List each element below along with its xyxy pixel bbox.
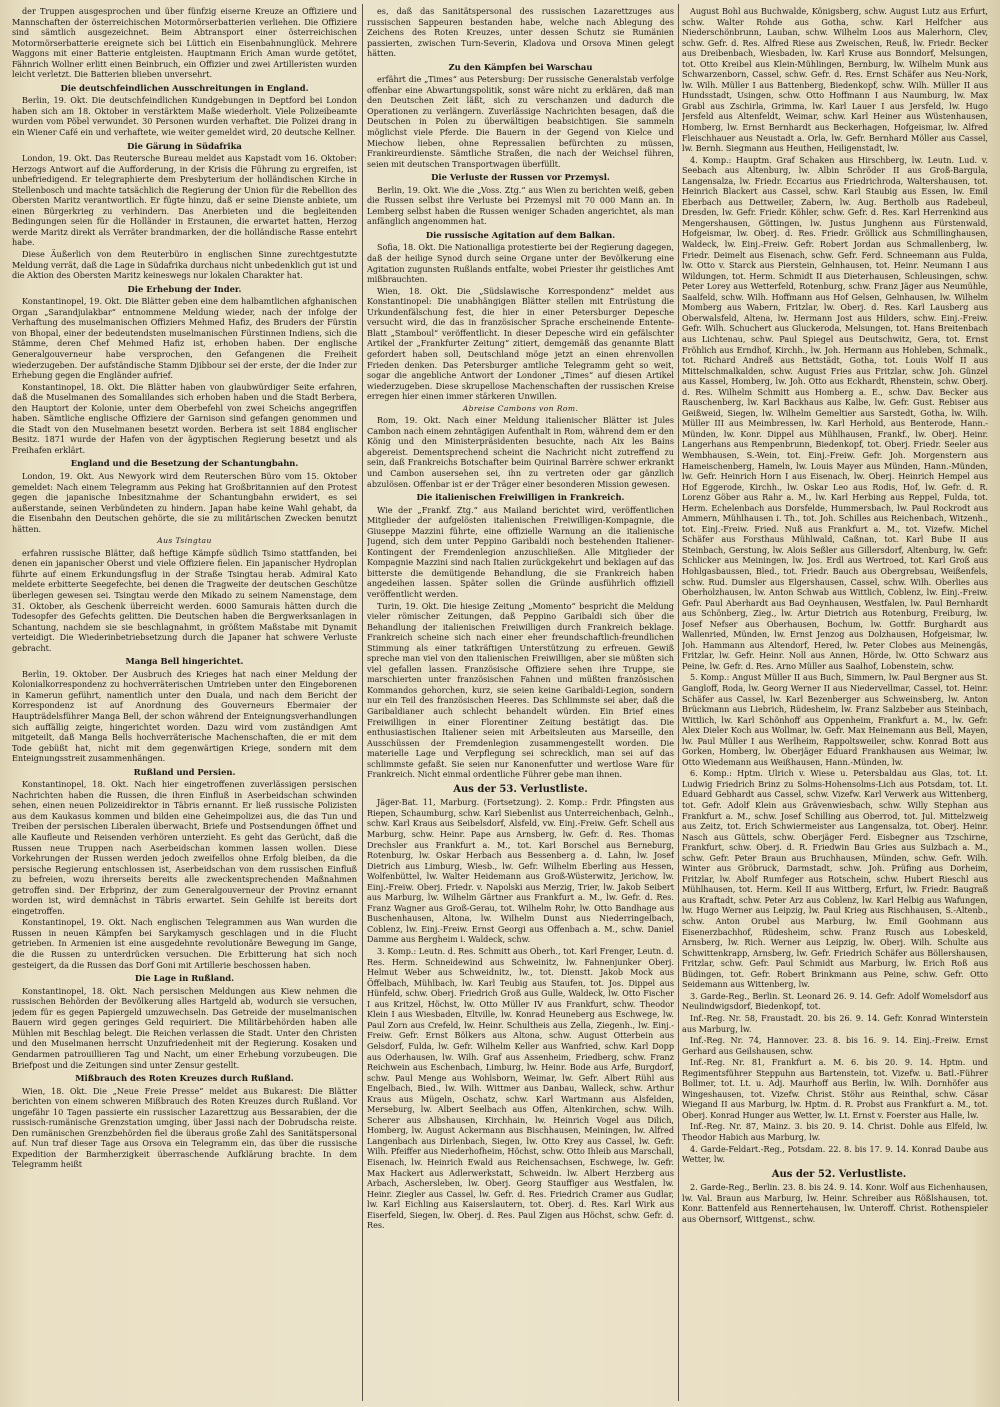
article-paragraph: Konstantinopel, 19. Okt. Die Blätter geben eine dem halbamtlichen afghanischen Organ „Sarandjulakbar“ entnommene Meldung wieder, nach der infolge der Verhaftung des muselmanischen Offiziers Mehmed Hafiz, des Bruders der Fürstin von Bhopal, einer der bedeutendsten muselmanischen Fürstinnen Indiens, sich die Stämme, deren Chef Mehmed Hafiz ist, erhoben haben. Der englische Generalgouverneur habe versprochen, den Gefangenen die Freiheit wiederzugeben. Der aufständische Stamm Djibbour sei der erste, der die Inder zur Erhebung gegen die Engländer aufrief.: [12, 296, 357, 381]
article-paragraph: erfährt die „Times“ aus Petersburg: Der russische Generalstab verfolge offenbar eine Abwartungspolitik, sonst wäre nicht zu erklären, daß man den Deutschen Zeit läßt, sich zu verschanzen und dadurch die Operationen zu verlängern. Zuverlässige Nachrichten besagen, daß die Deutschen in Polen zu überwältigen beabsichtigen. Sie sammeln möglichst viele Pferde. Die Bauern in der Gegend von Kielce und Miechow lieben, ohne Repressalien befürchten zu müssen, Frankireurdienste. Sämtliche Straßen, die nach der Weichsel führen, seien mit deutschen Transportwagen überfüllt.: [367, 74, 674, 169]
article-paragraph: es, daß das Sanitätspersonal des russischen Lazarettzuges aus russischen Sappeuren bestanden habe, welche nach Ablegung des Zeichens des Roten Kreuzes, unter dessen Schutz sie Rumänien passierten, zwischen Turn-Severin, Kladova und Orsova Minen gelegt hätten.: [367, 6, 674, 59]
article-heading: Manga Bell hingerichtet.: [125, 656, 244, 667]
article-paragraph: Berlin, 19. Oktober. Der Ausbruch des Krieges hat nach einer Meldung der Kolonialkorrespondenz zu hochverräterischen Umtrieben unter den Eingeborenen in Kamerun geführt, namentlich unter den Duala, und nach dem Bericht der Korrespondenz ist auf Anordnung des Gouverneurs Ebermaier der Haupträdelsführer Manga Bell, der schon während der Enteignungsverhandlungen sich auffällig zeigte, hingerichtet worden. Dazu wird vom zuständigen Amt mitgeteilt, daß Manga Bells hochverräterische Machenschaften, die er mit dem Tode gebüßt hat, nicht mit dem gegenwärtigen Kriege, sondern mit dem Enteignungsstreit zusammenhängen.: [12, 668, 357, 764]
article-paragraph: Wien, 18. Okt. Die „Südslawische Korrespondenz“ meldet aus Konstantinopel: Die unabhängigen Blätter stellen mit Entrüstung die Urkundenfälschung fest, die hier in einer Petersburger Depesche versucht wird, die das in französischer Sprache erscheinende Entente-Blatt „Stamboul“ veröffentlicht. In dieser Depesche wird ein gefälschter Artikel der „Frankfurter Zeitung“ zitiert, demgemäß das genannte Blatt gefordert haben soll, Deutschland möge jetzt an einen ehrenvollen Frieden denken. Das Petersburger amtliche Telegramm geht so weit, sogar die angebliche Antwort der Londoner „Times“ auf diesen Artikel wiederzugeben. Diese skrupellose Machenschaften der russischen Kreise erregen hier einen immer stärkeren Unwillen.: [367, 285, 674, 402]
article-paragraph: Berlin, 19. Okt. Die deutschfeindlichen Kundgebungen in Deptford bei London haben sich am 18. Oktober in verstärktem Maße wiederholt. Viele Polizeibeamte wurden vom Pöbel verwundet. 30 Personen wurden verhaftet. Die Polizei drang in ein Wiener Café ein und verhaftete, wie weiter gemeldet wird, 20 deutsche Kellner.: [12, 95, 357, 138]
section-heading: Aus der 52. Verlustliste.: [771, 1168, 907, 1180]
article-paragraph: August Bohl aus Buchwalde, Königsberg, schw. August Lutz aus Erfurt, schw. Walter Rohde aus Gotha, schw. Karl Helfcher aus Niederschönbrunn, Lauban, schw. Wilhelm Loos aus Malerhorn, Clev, schw. Gefr. d. Res. Alfred Riese aus Zweischen, Reuß, lw. Friedr. Becker aus Dreibenbach, Wiesbaden, lw. Karl Kruse aus Bonndorf, Melsungen, tot. Otto Kreibel aus Klein-Mühlingen, Bernburg, lw. Wilhelm Munk aus Schwarzenborn, Cassel, schw. Gefr. d. Res. Ernst Schäfer aus Neu-Nork, lw. Wilh. Müller I aus Battenberg, Biedenkopf, schw. Wilh. Müller II aus Hundsstadt, Usingen, schw. Otto Hoffmann I aus Naumburg, lw. Max Grabl aus Zschirla, Grimma, lw. Karl Lauer I aus Jersfeld, lw. Hugo Jersfeld aus Altenfeldt, Weimar, schw. Karl Heiner aus Wüstenhausen, Homberg, lw. Ernst Bernhardt aus Beckerhagen, Hofgeismar, lw. Alfred Fleischhauer aus Neustadt a. Orla, lw. Gefr. Bernhard Möller aus Cassel, lw. Bernh. Siegmann aus Heuthen, Heiligenstadt, lw.: [682, 6, 988, 154]
column-1: [12, 6, 357, 1399]
article-paragraph: Konstantinopel, 18. Okt. Nach persischen Meldungen aus Kiew nehmen die russischen Behörden der Bevölkerung alles Hartgeld ab, wodurch sie versuchen, jedem für es gegen Papiergeld umzuwechseln. Das Getreide der muselmanischen Bauern wird gegen geringes Geld requiriert. Die Militärbehörden haben alle Mühlen mit Beschlag belegt. Die Reichen verlassen die Stadt. Unter den Christen und den Muselmanen herrscht Unzufriedenheit mit der Regierung. Kosaken und Gendarmen patrouillieren Tag und Nacht, um einer Erhebung vorzubeugen. Die Briefpost und die Zeitungen sind unter Zensur gestellt.: [12, 985, 357, 1070]
article-paragraph: Wien, 18. Okt. Die „Neue Freie Presse“ meldet aus Bukarest: Die Blätter berichten von einem schweren Mißbrauch des Roten Kreuzes durch Rußland. Vor ungefähr 10 Tagen passierte ein russischer Lazarettzug aus Bessarabien, der die russisch-rumänische Grenzstation umging, über Jassi nach der Dobrudscha reiste. Den rumänischen Grenzbehörden fiel die überaus große Zahl des Sanitätspersonal auf. Nun traf dieser Tage aus Orsova ein Telegramm ein, das über die russische Expedition der Barmherzigkeit überraschende Aufklärung brachte. In dem Telegramm heißt: [12, 1085, 357, 1170]
column-2: [367, 6, 674, 1399]
article-paragraph: Konstantinopel, 18. Okt. Nach hier eingetroffenen zuverlässigen persischen Nachrichten haben die Russen, die ihren Einfluß in Aserbeidschan schwinden sehen, einen neuen Polizeidirektor in Täbris ernannt. Er ließ russische Polizisten aus dem Kaukasus kommen und bilden eine Geheimpolizei aus, die das Tun und Treiben der persischen Liberalen überwacht, Briefe und Postsendungen öffnet und alle Kaufleute und Reisenden verhören unterzieht. Es geht das Gerücht, daß die Russen neue Truppen nach Aserbeidschan kommen lassen wollen. Diese Vorkehrungen der Russen werden jedoch zweifellos ohne Erfolg bleiben, da die persische Regierung entschlossen ist, Aserbeidschan von dem russischen Einfluß zu befreien, wozu ihrerseits bereits alle zweckentsprechenden Maßnahmen getroffen sind. Der Erbprinz, der zum Generalgouverneur der Provinz ernannt worden ist, wird demnächst in Täbris erwartet. Sein Gehilfe ist bereits dort eingetroffen.: [12, 779, 357, 916]
article-paragraph: Konstantinopel, 18. Okt. Die Blätter haben von glaubwürdiger Seite erfahren, daß die Muselmanen des Somalilandes sich erhoben haben und die Stadt Berbera, den Hauptort der Kolonie, unter dem Oberbefehl von zwei Scheichs angegriffen haben. Sämtliche englische Offiziere der Garnison sind gefangen genommen und die Stadt von den Muselmanen besetzt worden. Berbera ist seit 1884 englischer Besitz. 1871 wurde der Hafen von der ägyptischen Regierung besetzt und als Freihafen erklärt.: [12, 381, 357, 455]
article-paragraph: 3. Komp.: Leutn. d. Res. Schmitt aus Oberh., tot. Karl Frenger, Leutn. d. Res. Herm. Schneidewind aus Schweinitz, lw. Fahnenjunker Oberj. Helmut Weber aus Schweidnitz, lw., tot. Dienstt. Jakob Mock aus Öffelbach, Mühlbach, lw. Karl Teubig aus Staufen, tot. Jos. Dippel aus Hünfeld, schw. Oberj. Friedrich Groß aus Gulle, Waldeck, lw. Otto Fischer I aus Kritzel, Höchst, lw. Otto Müller IV aus Frankfurt, schw. Theodor Klein I aus Wiesbaden, Eltville, lw. Konrad Heuneberg aus Eschwege, lw. Paul Zorn aus Crefeld, lw. Heinr. Schultheis aus Zella, Ziegenh., lw. Einj.-Freiw. Gefr. Ernst Bölkers aus Altona, schw. August Otterbein aus Gelsdorf, Fulda, lw. Gefr. Wilhelm Keller aus Wanfried, schw. Karl Dopp aus Oderhausen, lw. Wilh. Graf aus Assenheim, Friedberg, schw. Franz Reichwein aus Eschenbach, Limburg, lw. Heinr. Bode aus Arfe, Burgdorf, schw. Paul Menge aus Wohlsborn, Weimar, lw. Gefr. Albert Rühl aus Engelbach, Bied., lw. Wilh. Wittmer aus Danbau, Walleck, schw. Arthur Kraus aus Mügeln, Oschatz, schw. Karl Wartmann aus Alsfelden, Merseburg, lw. Albert Seelbach aus Offen, Altenkirchen, schw. Wilh. Scherer aus Albshausen, Kirchhain, lw. Heinrich Vogel aus Dilich, Homberg, lw. August Ackermann aus Bischhausen, Meiningen, lw. Alfred Langenbach aus Dirlenbach, Siegen, lw. Otto Krey aus Cassel, lw. Gefr. Wilh. Pfeiffer aus Niederhofheim, Höchst, schw. Otto Ihleib aus Marschall, Eisenach, lw. Heinrich Ewald aus Reichensachsen, Eschwege, lw. Gefr. Max Hackert aus Adlerwerkstatt, Schweidn. lw. Albert Herzberg aus Arbach, Aschersleben, lw. Oberj. Georg Stauffiger aus Westfalen, lw. Heinr. Ziegler aus Cassel, lw. Gefr. d. Res. Friedrich Cramer aus Gudlar, lw. Karl Eichling aus Kaiserslautern, tot. Oberj. d. Res. Karl Wirk aus Eiserfeld, Siegen, lw. Oberj. d. Res. Paul Zigen aus Höchst, schw. Gefr. d. Res.: [367, 946, 674, 1231]
article-paragraph: Diese Äußerlich von dem Reuterbüro in englischen Sinne zurechtgestutzte Meldung verrät, daß die Lage in Südafrika durchaus nicht unbedenklich gut ist und die Aktion des Obersten Maritz keineswegs nur lokalen Charakter hat.: [12, 249, 357, 281]
article-heading: Die Gärung in Südafrika: [127, 140, 242, 151]
article-heading: Zu den Kämpfen bei Warschau: [448, 61, 593, 72]
casualty-list-entry: 3. Garde-Reg., Berlin. St. Leonard 26. 9. 14. Gefr. Adolf Womelsdorf aus Neulindwigsdorf, Biedenkopf, tot.: [682, 990, 988, 1012]
article-paragraph: 2. Garde-Reg., Berlin. 23. 8. bis 24. 9. 14. Konr. Wolf aus Eichenhausen, lw. Val. Braun aus Marburg, lw. Heinr. Schreiber aus Rößlshausen, tot. Konr. Battenfeld aus Rennertehausen, lw. Unteroff. Christ. Rothenspieler aus Obernsorf, Wittgenst., schw.: [682, 1182, 988, 1224]
article-heading: Die Verluste der Russen vor Przemysl.: [431, 172, 610, 183]
article-paragraph: Berlin, 19. Okt. Wie die „Voss. Ztg.“ aus Wien zu berichten weiß, geben die Russen selbst ihre Verluste bei Przemysl mit 70 000 Mann an. In Lemberg selbst haben die Russen weniger Schaden angerichtet, als man anfänglich angenommen hat.: [367, 184, 674, 227]
article-paragraph: 6. Komp.: Hptm. Ulrich v. Wiese u. Petersbaldau aus Glas, tot. Lt. Ludwig Friedrich Brinz zu Solms-Hohensolms-Lich aus Potsdam, tot. Lt. Eduard Gebhardt aus Cassel, schw. Vizefw. Karl Verwerk aus Wittenberg, tot. Gefr. Adolf Klein aus Grävenwiesbach, schw. Willy Stephan aus Frankfurt a. M., schw. Josef Schilling aus Oberrod, tot. Jul. Mittelzweig aus Zeitz, tot. Erich Schwiermeister aus Langensalza, tot. Oberj. Heinr. Nasch aus Güttels, schw. Oberjäger Ferd. Eisbegner aus Tzschirne, Frankfurt, schw. Oberj. d. R. Friedwin Bau Gries aus Sulzbach a. M., schw. Gefr. Peter Braun aus Bruchhausen, Münden, schw. Gefr. Wilh. Winter aus Gröbruck, Darmstadt, schw. Joh. Prüfing aus Dorheim, Fritzlar, lw. Abolf Rumfeger aus Rotschein, schw. Hubert Rieschl aus Mühlhausen, tot. Herm. Keil II aus Wittberg, Erfurt, lw. Friedr. Baugraß aus Kraftadt, schw. Peter Arz aus Coblenz, lw. Karl Helbig aus Wafungen, lw. Hugo Werner aus Leipzig, lw. Paul Krieg aus Rischhausen, S.-Altenb., schw. Anton Orubel aus Marburg, lw. Emil Goohmann aus Eisenerzbachhof, Rüdesheim, schw. Franz Rusch aus Lobeskeld, Arnsberg, lw. Rich. Werner aus Leipzig, lw. Oberj. Wilh. Schulte aus Schwittenkrapp, Arnsberg, lw. Gefr. Friedrich Schäfer aus Böllershausen, Fritzlar, schw. Gefr. Paul Schmidt aus Marburg, lw. Erich Roß aus Büdingen, tot. Gefr. Robert Brinkmann aus Peine, schw. Gefr. Otto Seidemann aus Wittenberg, lw.: [682, 768, 988, 990]
section-heading: Aus der 53. Verlustliste.: [453, 783, 588, 795]
article-paragraph: Konstantinopel, 19. Okt. Nach englischen Telegrammen aus Wan wurden die Russen in neuen Kämpfen bei Sarykamysch geschlagen und in die Flucht getrieben. In Armenien ist eine ausgedehnte revolutionäre Bewegung im Gange, die die Russen zu unterdrücken versuchen. Die Erbitterung hat sich noch gesteigert, da die Russen das Dorf Goni mit Artillerie beschossen haben.: [12, 917, 357, 970]
article-heading: Die russische Agitation auf dem Balkan.: [425, 229, 616, 240]
article-paragraph: Jäger-Bat. 11, Marburg. (Fortsetzung). 2. Komp.: Frdr. Pfingsten aus Riepen, Schaumburg, schw. Karl Siebenlist aus Unterreichenbach, Gelnh., schw. Karl Kraus aus Seibelsdorf, Alsfeld, vw. Einj.-Freiw. Gefr. Schell aus Marburg, schw. Heinr. Pape aus Arnsberg, lw. Gefr. d. Res. Thomas Drechsler aus Frankfurt a. M., tot. Karl Borschel aus Berneburg, Rotenburg, lw. Oskar Herbach aus Bessenberg a. d. Lahn, lw. Josef Dietrich aus Limburg, Wiesb., lw. Gefr. Wilhelm Eberling aus Hessen, Wolfenbüttel, lw. Walter Heidemann aus Groß-Wüsterwitz, Jerichow, lw. Einj.-Freiw. Oberj. Friedr. v. Napolski aus Merzig, Trier, lw. Jakob Seibert aus Marburg, lw. Wilhelm Gärtner aus Frankfurt a. M., lw. Gefr. d. Res. Franz Wagner aus Groß-Gerau, tot. Wilhelm Rohr, lw. Otto Bandhage aus Buschenhausen, Altona, lw. Wilhelm Dunst aus Niederringelbach, Coblenz, lw. Einj.-Freiw. Ernst Georgi aus Offenbach a. M., schw. Daniel Damme aus Bergheim i. Waldeck, schw.: [367, 797, 674, 945]
article-paragraph: London, 19. Okt. Aus Newyork wird dem Reuterschen Büro vom 15. Oktober gemeldet: Nach einem Telegramm aus Peking hat Großbritannien auf den Protest gegen die japanische Inbesitznahme der Schantungbahn erwidert, es sei außerstande, seinen Verbündeten zu hindern. Japan habe keine Wahl gehabt, da die Eisenbahn den Deutschen gehörte, die sie zu militärischen Zwecken benutzt hätten.: [12, 470, 357, 534]
casualty-list-entry: Inf.-Reg. Nr. 58, Fraustadt. 20. bis 26. 9. 14. Gefr. Konrad Winterstein aus Marburg, lw.: [682, 1012, 988, 1034]
article-paragraph: 4. Komp.: Hauptm. Graf Schaken aus Hirschberg, lw. Leutn. Lud. v. Seebach aus Altenburg, lw. Albin Schröder II aus Groß-Bargula, Langensalza, lw. Friedr. Eccarius aus Friedrichroda, Waltershausen, tot. Heinrich Blackert aus Cassel, schw. Karl Staubig aus Essen, lw. Emil Eberbach aus Dettweiler, Zabern, lw. Aug. Bertholb aus Radebeul, Dresden, lw. Gefr. Friedr. Köhler, schw. Gefr. d. Res. Karl Herrenkind aus Mengershausen, Göttingen, lw. Justus Junghenn aus Fürstenwald, Hofgeismar, lw. Oberj. d. Res. Friedr. Gröllick aus Schmillinghausen, Waldeck, lw. Einj.-Freiw. Gefr. Robert Jordan aus Schmallenberg, lw. Friedr. Deimelt aus Eisenach, schw. Gefr. Ferd. Schneemann aus Fulda, lw. Otto v. Starck aus Pierstein, Gelnhausen, tot. Heinr. Neumann I aus Wildungen, tot. Herm. Schmidt II aus Dieterhausen, Schleusingen, schw. Peter Lorey aus Wetterfeld, Rotenburg, schw. Franz Jäger aus Neumühle, Saalfeld, schw. Wilh. Hoffmann aus Hof Gelsen, Gelnhausen, lw. Wilhelm Momberg aus Wabern, Fritzlar, lw. Oberj. d. Res. Karl Lausberg aus Oberwalsfeld, Altena, lw. Hermann Jost aus Hilders, schw. Einj.-Freiw. Gefr. Wilh. Schuchert aus Gluckeroda, Melsungen, tot. Hans Breitenbach aus Lichtenau, schw. Paul Spiegel aus Deutschwitz, Gera, tot. Ernst Fröhlich aus Erndhof, Kirchh., lw. Joh. Hermann aus Hohleben, Schmalk., tot. Richard Andreß aus Bettstädt, Gotha, tot. Louis Wolf II aus Mittelschmalkalden, schw. August Fries aus Fritzlar, schw. Joh. Günzel aus Kassel, Homberg, lw. Joh. Otto aus Eckhardt, Rhenstein, schw. Oberj. d. Res. Wilhelm Schmitt aus Homberg a. E., schw. Dav. Becker aus Rauschenberg, lw. Karl Backhaus aus Kalbe, lw. Gefr. Gust. Rebiser aus Geißweid, Siegen, lw. Wilhelm Gemeltier aus Sarstedt, Gotha, lw. Wilh. Müller III aus Meimbressen, lw. Karl Herhold, aus Benterode, Hann.-Münden, lw. Konr. Dippel aus Mühlhausen, Frankf., lw. Oberj. Heinr. Langerhans aus Rempenbrunn, Biedenkopf, tot. Oberj. Friedr. Seeler aus Wembhausen, S.-Wein, tot. Einj.-Freiw. Gefr. Joh. Morgenstern aus Hameischenberg, Hameln, lw. Louis Mayer aus Münden, Hann.-Münden, lw. Gefr. Heinrich Horn I aus Eisenach, lw. Oberj. Heinrich Hempel aus Hof Eggerode, Kirchh., lw. Oskar Leo aus Rodis, Hof, lw. Gefr. d. R. Lorenz Göber aus Rahr a. M., lw. Karl Herbing aus Reppel, Fulda, tot. Herm. Echelenbach aus Dorsfelde, Hummersbach, lw. Paul Rockrodt aus Ammern, Mühlhausen i. Th., tot. Joh. Schilles aus Reichenbach, Witzenh., tot. Einj.-Freiw. Fried. Nuß aus Frankfurt a. M., tot. Vizefw. Michel Schäfer aus Forsthaus Mühlwald, Caßnan, tot. Karl Bube II aus Steinbach, Gerstung, lw. Alois Seßler aus Gillersdorf, Altenburg, lw. Gefr. Schlicker aus Meiningen, lw. Jos. Erdl aus Wertroed, tot. Karl Groß aus Hohlgasbaussen, Bled., tot. Friedr. Bauch aus Obergrebsau, Weißenfels, schw. Rud. Dumsler aus Elgershausen, Cassel, schw. Wilh. Oberlies aus Oberholzhausen, lw. Anton Schwab aus Wittlich, Coblenz, lw. Einj.-Freiw. Gefr. Paul Aberhardt aus Bad Oeynhausen, Westfalen, lw. Paul Bernhardt aus Schönberg, Zieg., lw. Artur Dietrich aus Rotenburg, Freiburg, lw. Josef Nefser aus Oberhausen, Bochum, lw. Gottfr. Burghardt aus Wallenried, Münden, lw. Ernst Jenzog aus Dolzhausen, Hofgeismar, lw. Joh. Hammann aus Altendorf, Hered, lw. Peter Clobes aus Meinengäs, Fritzlar, lw. Gefr. Heinr. Noll aus Annen, Hörde, lw. Otto Schwarz aus Peine, lw. Gefr. d. Res. Arno Müller aus Saalhof, Lobenstein, schw.: [682, 154, 988, 671]
article-paragraph: erfahren russische Blätter, daß heftige Kämpfe südlich Tsimo stattfanden, bei denen ein japanischer Oberst und viele Offiziere fielen. Ein japanischer Hydroplan führte auf einem Erkundungsflug in der Straße Tsingtau herab. Admiral Kato meldete erbitterte Seegefechte, bei denen die Tragweite der deutschen Geschütze überlegen gewesen sei. Tsingtau werde den Mikado zu seinem Namenstage, dem 31. Oktober, als Geschenk überreicht werden. 6000 Samurais hätten durch die Todesopfer des Gefechts gelitten. Die Deutschen haben die Bergwerksanlagen in Schantung, nachdem sie sie beschlagnahmt, in größtem Maßstabe mit Dynamit verteidigt. Die Wiederinbetriebsetzung durch die Japaner hat schwere Verluste gebracht.: [12, 547, 357, 653]
article-heading: Mißbrauch des Roten Kreuzes durch Rußland.: [75, 1073, 294, 1084]
column-rule: [362, 4, 363, 1401]
article-heading: Die Erhebung der Inder.: [127, 283, 242, 294]
column-rule: [678, 4, 679, 1401]
article-heading: Die deutschfeindlichen Ausschreitungen in England.: [60, 82, 309, 93]
casualty-list-entry: Inf.-Reg. Nr. 74, Hannover. 23. 8. bis 16. 9. 14. Einj.-Freiw. Ernst Gerhard aus Geilshausen, schw.: [682, 1035, 988, 1056]
casualty-list-entry: Inf.-Reg. Nr. 81, Frankfurt a. M. 6. bis 20. 9. 14. Hptm. und Regimentsführer Steppuhn aus Bartenstein, tot. Vizefw. u. Batl.-Führer Bollmer, tot. Lt. u. Adj. Maurhoff aus Berlin, lw. Wilh. Dornhöfer aus Wingeshausen, tot. Vizefw. Christ. Stöhr aus Reinthal, schw. Cäsar Wiegand II aus Marburg, lw. Hptm. d. R. Probst aus Frankfurt a. M., tot. Oberj. Konrad Hunger aus Wetter, lw. Lt. Ernst v. Foerster aus Halle, lw.: [682, 1057, 988, 1120]
article-paragraph: 5. Komp.: Angust Müller II aus Buch, Simmern, lw. Paul Bergner aus St. Gangloff, Roda, lw. Georg Werner II aus Niedervellmar, Cassel, tot. Heinr. Schäfer aus Cassel, lw. Karl Bezenberger aus Schweinsberg, lw. Anton Brückmann aus Liebrich, Rüdesheim, lw. Franz Salzbeber aus Steinbach, Wittlich, lw. Karl Schönhoff aus Oppenheim, Frankfurt a. M., lw. Gefr. Alex Dieler Koch aus Wollmar, lw. Gefr. Max Heinemann aus Bell, Mayen, lw. Paul Müller I aus Werlheim, Rappoltsweiler, schw. Konrad Bott aus Gorken, Homberg, lw. Oberjäger Eduard Frankhausen aus Weimar, lw. Otto Wiedemann aus Weißhausen, Hann.-Münden, lw.: [682, 672, 988, 767]
article-paragraph: Wie der „Frankf. Ztg.“ aus Mailand berichtet wird, veröffentlichen Mitglieder der aufgelösten italienischen Freiwilligen-Kompagnie, die Giuseppe Mazzini führte, eine offizielle Warnung an die italienische Jugend, sich dem unter Peppino Garibaldi noch bestehenden Italiener-Kontingent der Fremdenlegion anzuschließen. Alle Mitglieder der Kompagnie Mazzini sind nach Italien zurückgekehrt und beklagen auf das bitterste die demütigende Behandlung, die sie Frankreich haben angedeihen lassen. Später sollen die Gründe ausführlich offiziell veröffentlicht werden.: [367, 504, 674, 599]
article-heading: Die italienischen Freiwilligen in Frankreich.: [416, 492, 625, 503]
article-subheading: Aus Tsingtau: [157, 536, 212, 546]
article-paragraph: der Truppen ausgesprochen und über fünfzig eiserne Kreuze an Offiziere und Mannschaften der österreichischen Motormörserbatterien verliehen. Die Offiziere sind sämtlich ausgezeichnet. Beim Abtransport einer österreichischen Motormörserbatterie ereignete sich bei Lüttich ein Eisenbahnunglück. Mehrere Waggons mit einer Batterie entgleisten. Hauptmann Erich Aman wurde getötet, Fähnrich Wollner erlitt einen Beinbruch, ein Offizier und zwei Artilleristen wurden leicht verletzt. Die Batterien blieben unversehrt.: [12, 6, 357, 80]
article-heading: Die Lage in Rußland.: [134, 973, 235, 984]
article-subheading: Abreise Cambons von Rom.: [462, 403, 579, 413]
article-paragraph: Turin, 19. Okt. Die hiesige Zeitung „Momento“ bespricht die Meldung vieler römischer Zeitungen, daß Peppino Garibaldi sich über die Behandlung der italienischen Freiwilligen durch Frankreich beklage. Frankreich scheine sich nach einer eher freundschaftlich-freundlichen Stimmung als einer tatkräftigen Unterstützung zu erfreuen. Gewiß spreche man viel von den italienischen Freiwilligen, aber sie müßten sich viel gefallen lassen. Französische Offiziere sehen ihre Truppe, sie marschierten unter französischen Fahnen und müßten französischen Kommandos gehorchen, kurz, sie seien keine Garibaldi-Legion, sondern nur ein Teil des französischen Heeres. Das Schlimmste sei aber, daß die Garibaldianer auch schlecht behandelt würden. Ein Brief eines Freiwilligen in einer Florentiner Zeitung bestätigt das. Die enthusiastischen Italiener seien mit Arbeitsleuten aus Marseille, den Ausschüssen der Fremdenlegion zusammengestellt worden. Die materielle Lage und Verpflegung sei schrecklich, man sei auf das schlimmste gefaßt. Sie seien nur Kanonenfutter und wertlose Ware für Frankreich. Nicht einmal ordentliche Führer gebe man ihnen.: [367, 600, 674, 780]
casualty-list-entry: 4. Garde-Feldart.-Reg., Potsdam. 22. 8. bis 17. 9. 14. Konrad Daube aus Wetter, lw.: [682, 1143, 988, 1165]
article-heading: Rußland und Persien.: [133, 766, 236, 777]
article-paragraph: London, 19. Okt. Das Reutersche Bureau meldet aus Kapstadt vom 16. Oktober: Herzogs Antwort auf die Aufforderung, in der Krisis die Führung zu ergreifen, ist unbefriedigend. Er telegraphierte dem Presbyterium der holländischen Kirche in Stellenbosch und machte tatsächlich die Regierung der Union für die Rebellion des Obersten Maritz verantwortlich. Er fügte hinzu, daß er seine Dienste anbiete, um einen Bürgerkrieg zu verhindern. Das Anerbieten und die begleitenden Bedingungen seien für die Holländer in Erstaunen, die erwartet hatten, Herzog werde Maritz direkt als Verräter brandmarken, der die holländische Rasse entehrt habe.: [12, 153, 357, 248]
article-paragraph: Sofia, 18. Okt. Die Nationalliga protestierte bei der Regierung dagegen, daß der heilige Synod durch seine Organe unter der Bevölkerung eine Agitation zugunsten Rußlands entfalte, wobei Priester ihr geistliches Amt mißbrauchten.: [367, 242, 674, 285]
article-heading: England und die Besetzung der Schantungbahn.: [70, 458, 299, 469]
casualty-list-entry: Inf.-Reg. Nr. 87, Mainz. 3. bis 20. 9. 14. Christ. Dohle aus Elfeld, lw. Theodor Habich aus Marburg, lw.: [682, 1121, 988, 1142]
column-3: [682, 6, 988, 1399]
article-paragraph: Rom, 19. Okt. Nach einer Meldung italienischer Blätter ist Jules Cambon nach einem zehntägigen Aufenthalt in Rom, während dem er den König und den Ministerpräsidenten besuchte, nach Aix les Bains abgereist. Dementsprechend scheint die Nachricht nicht zutreffend zu sein, daß Frankreichs Botschafter beim Quirinal Barrère schwer erkrankt und Cambon ausersehen sei, ihn zu vertreten oder gar gänzlich abzulösen. Offenbar ist er der Träger einer besonderen Mission gewesen.: [367, 415, 674, 489]
